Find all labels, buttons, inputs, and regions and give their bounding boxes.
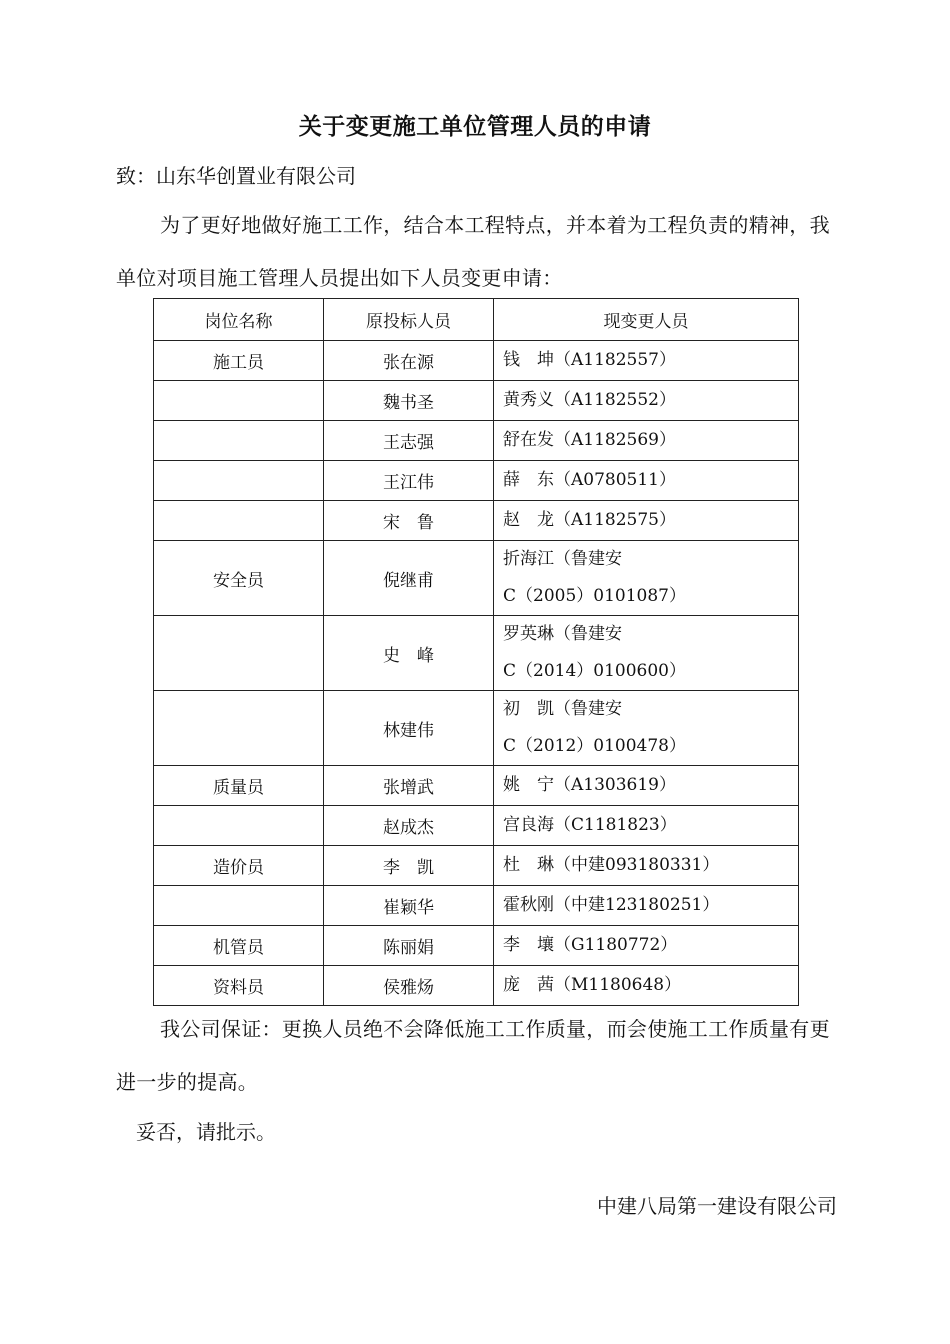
signature-company: 中建八局第一建设有限公司: [597, 1194, 837, 1218]
new-staff-cell: 杜 琳（中建093180331）: [494, 846, 799, 886]
header-original-staff: 原投标人员: [324, 299, 494, 341]
original-staff-cell: 陈丽娟: [324, 926, 494, 966]
position-cell: 安全员: [154, 541, 324, 616]
table-row: [154, 461, 799, 501]
position-cell: 施工员: [154, 341, 324, 381]
original-staff-cell: 魏书圣: [324, 381, 494, 421]
new-staff-cell: 李 壤（G1180772）: [494, 926, 799, 966]
table-row: [154, 421, 799, 461]
table-row: [154, 966, 799, 1006]
table-row: [154, 766, 799, 806]
original-staff-cell: 侯雅炀: [324, 966, 494, 1006]
table-row: [154, 341, 799, 381]
position-cell: [154, 886, 324, 926]
original-staff-cell: 史 峰: [324, 616, 494, 691]
new-staff-cell: 黄秀义（A1182552）: [494, 381, 799, 421]
document-title: 关于变更施工单位管理人员的申请: [298, 113, 652, 140]
table-body: [154, 341, 799, 1006]
original-staff-cell: 宋 鲁: [324, 501, 494, 541]
position-cell: [154, 691, 324, 766]
original-staff-cell: 倪继甫: [324, 541, 494, 616]
table-row: [154, 886, 799, 926]
table-row: [154, 541, 799, 616]
original-staff-cell: 王江伟: [324, 461, 494, 501]
original-staff-cell: 张增武: [324, 766, 494, 806]
new-staff-cell: 霍秋刚（中建123180251）: [494, 886, 799, 926]
table-row: [154, 846, 799, 886]
new-staff-cell: 姚 宁（A1303619）: [494, 766, 799, 806]
new-staff-cell: 钱 坤（A1182557）: [494, 341, 799, 381]
new-staff-cell: 薛 东（A0780511）: [494, 461, 799, 501]
addressee-line: 致：山东华创置业有限公司: [116, 164, 356, 188]
header-new-staff: 现变更人员: [494, 299, 799, 341]
position-cell: [154, 616, 324, 691]
original-staff-cell: 王志强: [324, 421, 494, 461]
original-staff-cell: 李 凯: [324, 846, 494, 886]
position-cell: 造价员: [154, 846, 324, 886]
original-staff-cell: 张在源: [324, 341, 494, 381]
new-staff-cell: 初 凯（鲁建安 C（2012）0100478）: [494, 691, 799, 766]
position-cell: 机管员: [154, 926, 324, 966]
new-staff-cell: 折海江（鲁建安 C（2005）0101087）: [494, 541, 799, 616]
table-row: [154, 616, 799, 691]
table-row: [154, 806, 799, 846]
position-cell: [154, 421, 324, 461]
guarantee-paragraph: 我公司保证：更换人员绝不会降低施工工作质量，而会使施工工作质量有更进一步的提高。: [116, 1017, 830, 1094]
original-staff-cell: 赵成杰: [324, 806, 494, 846]
position-cell: [154, 461, 324, 501]
new-staff-cell: 罗英琳（鲁建安 C（2014）0100600）: [494, 616, 799, 691]
new-staff-cell: 赵 龙（A1182575）: [494, 501, 799, 541]
position-cell: [154, 501, 324, 541]
new-staff-cell: 宫良海（C1181823）: [494, 806, 799, 846]
original-staff-cell: 林建伟: [324, 691, 494, 766]
table-row: [154, 691, 799, 766]
new-staff-cell: 舒在发（A1182569）: [494, 421, 799, 461]
new-staff-cell: 庞 茜（M1180648）: [494, 966, 799, 1006]
closing-line: 妥否，请批示。: [136, 1120, 276, 1144]
position-cell: [154, 806, 324, 846]
position-cell: 质量员: [154, 766, 324, 806]
header-position: 岗位名称: [154, 299, 324, 341]
table-row: [154, 381, 799, 421]
original-staff-cell: 崔颖华: [324, 886, 494, 926]
table-row: [154, 926, 799, 966]
table-row: [154, 501, 799, 541]
position-cell: 资料员: [154, 966, 324, 1006]
position-cell: [154, 381, 324, 421]
intro-paragraph: 为了更好地做好施工工作，结合本工程特点，并本着为工程负责的精神，我单位对项目施工管理人员提出如下人员变更申请：: [116, 213, 830, 290]
table-header-row: [154, 299, 799, 341]
personnel-change-table: [153, 298, 799, 1006]
